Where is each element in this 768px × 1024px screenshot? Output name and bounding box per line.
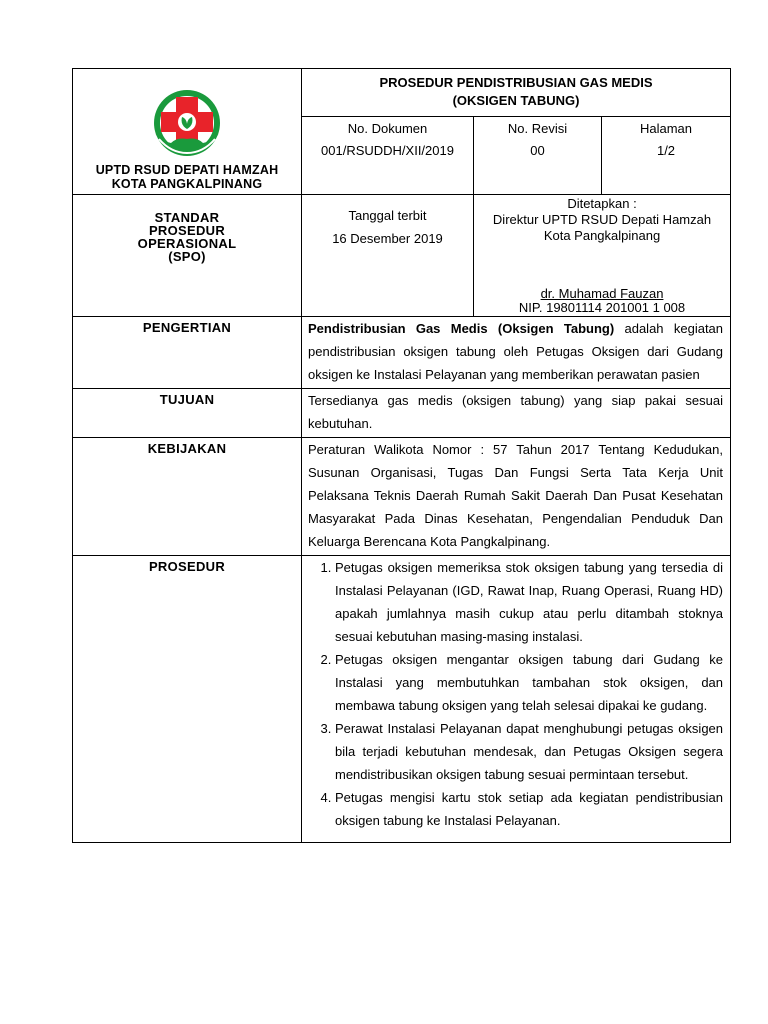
document-title	[302, 69, 731, 117]
pengertian-definition: adalah kegiatan pendistribusian oksigen tabung oleh Petugas Oksigen dari Gudang oksigen ke Instalasi Pelayanan yang memberikan perawatan pasien	[308, 321, 724, 382]
procedure-step: 3. Perawat Instalasi Pelayanan dapat menghubungi petugas oksigen bila terjadi kebutuhan mendesak, dan Petugas Oksigen segera mendistribusikan oksigen tabung sesuai permintaan tersebut.	[335, 717, 723, 786]
tujuan-label: TUJUAN	[73, 389, 302, 438]
page-label: Halaman	[639, 121, 693, 136]
spo-document	[72, 68, 730, 843]
revision-cell	[474, 117, 602, 195]
procedure-list	[308, 556, 723, 832]
kebijakan-text: Peraturan Walikota Nomor : 57 Tahun 2017 Tentang Kedudukan, Susunan Organisasi, Tugas Dan Fungsi Serta Tata Kerja Unit Pelaksana Teknis Daerah Rumah Sakit Daerah Dan Pusat Kesehatan Masyarakat Pada Dinas Kesehatan, Pengendalian Penduduk Dan Keluarga Berencana Kota Pangkalpinang.	[302, 438, 731, 556]
hospital-name-line1: UPTD RSUD DEPATI HAMZAH	[95, 163, 279, 177]
spo-label-line3: OPERASIONAL	[137, 236, 237, 251]
issue-date-cell	[302, 195, 474, 317]
procedure-step: 1. Petugas oksigen memeriksa stok oksigen tabung yang tersedia di Instalasi Pelayanan (IGD, Rawat Inap, Ruang Operasi, Ruang HD) apakah jumlahnya masih cukup atau perlu ditambah stoknya sesuai kebutuhan masing-masing instalasi.	[335, 556, 723, 648]
hospital-logo-icon	[147, 89, 227, 159]
director-title-line2: Kota Pangkalpinang	[543, 228, 661, 243]
approval-cell	[474, 195, 731, 317]
procedure-step: 4. Petugas mengisi kartu stok setiap ada kegiatan pendistribusian oksigen tabung ke Instalasi Pelayanan.	[335, 786, 723, 832]
pengertian-label: PENGERTIAN	[73, 317, 302, 389]
issue-date-value: 16 Desember 2019	[332, 231, 443, 246]
pengertian-text	[302, 317, 731, 389]
doc-number-cell	[302, 117, 474, 195]
prosedur-steps	[302, 556, 731, 843]
page-cell	[602, 117, 731, 195]
procedure-step: 2. Petugas oksigen mengantar oksigen tabung dari Gudang ke Instalasi yang membutuhkan tambahan stok oksigen, dan membawa tabung oksigen yang telah selesai dipakai ke gudang.	[335, 648, 723, 717]
spo-label-line4: (SPO)	[168, 249, 206, 264]
revision-value: 00	[530, 143, 545, 158]
approval-label: Ditetapkan :	[567, 196, 637, 211]
issue-date-label: Tanggal terbit	[348, 208, 427, 223]
prosedur-label: PROSEDUR	[73, 556, 302, 843]
signer-block	[474, 287, 730, 315]
title-line2: (OKSIGEN TABUNG)	[452, 93, 580, 108]
pengertian-term: Pendistribusian Gas Medis (Oksigen Tabung)	[308, 321, 615, 336]
spo-label-line1: STANDAR	[154, 210, 220, 225]
hospital-name	[73, 163, 301, 191]
spo-table	[72, 68, 731, 843]
doc-number-label: No. Dokumen	[347, 121, 428, 136]
doc-number-value: 001/RSUDDH/XII/2019	[321, 143, 454, 158]
hospital-name-line2: KOTA PANGKALPINANG	[111, 177, 263, 191]
logo-cell	[73, 69, 302, 195]
title-line1: PROSEDUR PENDISTRIBUSIAN GAS MEDIS	[379, 75, 653, 90]
revision-label: No. Revisi	[507, 121, 568, 136]
signer-nip: NIP. 19801114 201001 1 008	[518, 300, 686, 315]
spo-label-line2: PROSEDUR	[148, 223, 226, 238]
kebijakan-label: KEBIJAKAN	[73, 438, 302, 556]
director-title-line1: Direktur UPTD RSUD Depati Hamzah	[492, 212, 712, 227]
tujuan-text: Tersedianya gas medis (oksigen tabung) yang siap pakai sesuai kebutuhan.	[302, 389, 731, 438]
signer-name: dr. Muhamad Fauzan	[540, 286, 664, 301]
page-value: 1/2	[656, 143, 676, 158]
spo-label	[73, 195, 302, 317]
